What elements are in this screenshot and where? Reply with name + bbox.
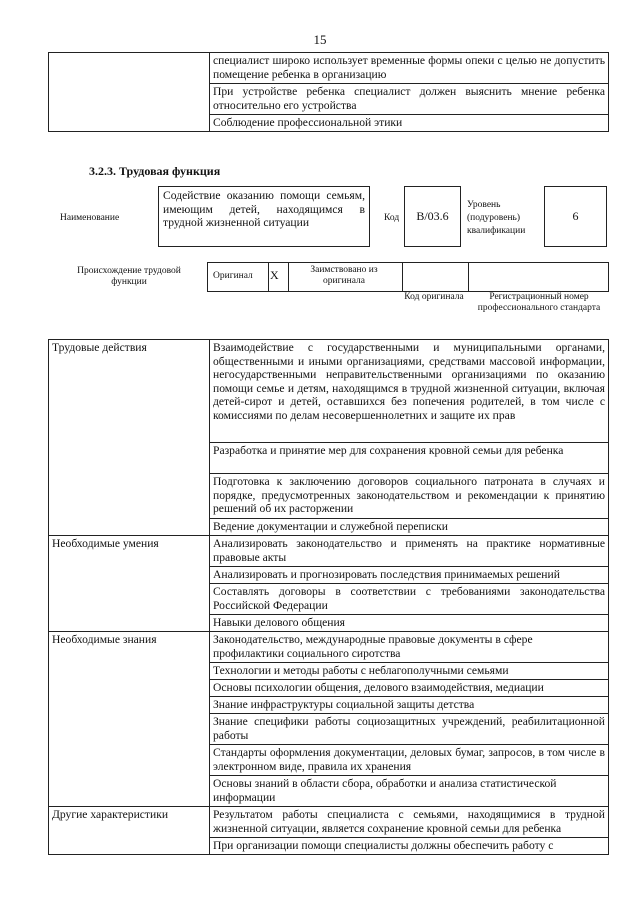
table-cell: Основы психологии общения, делового взаимодействия, медиации: [210, 680, 609, 697]
empty-cell: [49, 53, 210, 132]
table-cell: Стандарты оформления документации, деловых бумаг, запросов, в том числе в электронном виде, правила их хранения: [210, 745, 609, 776]
function-table: [48, 339, 609, 855]
continuation-table: [48, 52, 609, 132]
reg-caption: Регистрационный номер профессионального стандарта: [477, 292, 601, 313]
table-row: [49, 807, 609, 838]
page-number: 15: [313, 32, 327, 47]
code-label: Код: [384, 213, 400, 223]
table-cell: Знание специфики работы социозащитных учреждений, реабилитационной работы: [210, 714, 609, 745]
table-cell: Соблюдение профессиональной этики: [210, 115, 609, 132]
section-title-cell: Другие характеристики: [49, 807, 210, 855]
code-caption: Код оригинала: [404, 292, 464, 302]
section-title-cell: Необходимые знания: [49, 632, 210, 807]
code-value: В/03.6: [404, 186, 461, 247]
table-row: [49, 53, 609, 84]
table-cell: Анализировать и прогнозировать последствия принимаемых решений: [210, 567, 609, 584]
original-mark: X: [270, 268, 279, 282]
section-title: 3.2.3. Трудовая функция: [89, 164, 221, 178]
section-title-cell: Трудовые действия: [49, 340, 210, 536]
table-row: [49, 632, 609, 663]
table-cell: Взаимодействие с государственными и муниципальными органами, общественными и иными организациями, средствами массовой информации, негосударственными неправительственными организациями по оказанию помощи семье и детям, находящимся в трудной жизненной ситуации, включая детей-сирот и детей, оставшихся без попечения родителей, в том числе с комиссиями по делам несовершеннолетних и защите их прав: [210, 340, 609, 443]
table-cell: Подготовка к заключению договоров социального патроната в случаях и порядке, предусмотренных законодательством и рекомендации к принятию решений об их расторжении: [210, 474, 609, 519]
table-cell: Технологии и методы работы с неблагополучными семьями: [210, 663, 609, 680]
table-cell: Анализировать законодательство и применять на практике нормативные правовые акты: [210, 536, 609, 567]
function-name: Содействие оказанию помощи семьям, имеющим детей, находящимся в трудной жизненной ситуации: [158, 186, 370, 247]
origin-box: [207, 262, 609, 292]
table-cell: Знание инфраструктуры социальной защиты детства: [210, 697, 609, 714]
origin-label: Происхождение трудовой функции: [77, 266, 181, 287]
table-cell: Разработка и принятие мер для сохранения кровной семьи для ребенка: [210, 443, 609, 474]
table-row: [49, 536, 609, 567]
table-cell: Результатом работы специалиста с семьями, находящимися в трудной жизненной ситуации, является сохранение кровной семьи для ребенка: [210, 807, 609, 838]
name-label: Наименование: [60, 213, 120, 223]
borrowed-label: Заимствовано из оригинала: [310, 265, 378, 286]
section-title-cell: Необходимые умения: [49, 536, 210, 632]
table-cell: Основы знаний в области сбора, обработки и анализа статистической информации: [210, 776, 609, 807]
level-label: Уровень (подуровень) квалификации: [467, 200, 526, 236]
table-cell: При организации помощи специалисты должны обеспечить работу с: [210, 838, 609, 855]
table-cell: При устройстве ребенка специалист должен выяснить мнение ребенка относительно его устройства: [210, 84, 609, 115]
table-cell: Составлять договоры в соответствии с требованиями законодательства Российской Федерации: [210, 584, 609, 615]
table-cell: Навыки делового общения: [210, 615, 609, 632]
original-label: Оригинал: [213, 271, 253, 281]
level-value: 6: [544, 186, 607, 247]
table-cell: Ведение документации и служебной переписки: [210, 519, 609, 536]
table-row: [49, 340, 609, 443]
table-cell: Законодательство, международные правовые документы в сфере профилактики социального сиротства: [210, 632, 609, 663]
table-cell: специалист широко использует временные формы опеки с целью не допустить помещение ребенка в организацию: [210, 53, 609, 84]
